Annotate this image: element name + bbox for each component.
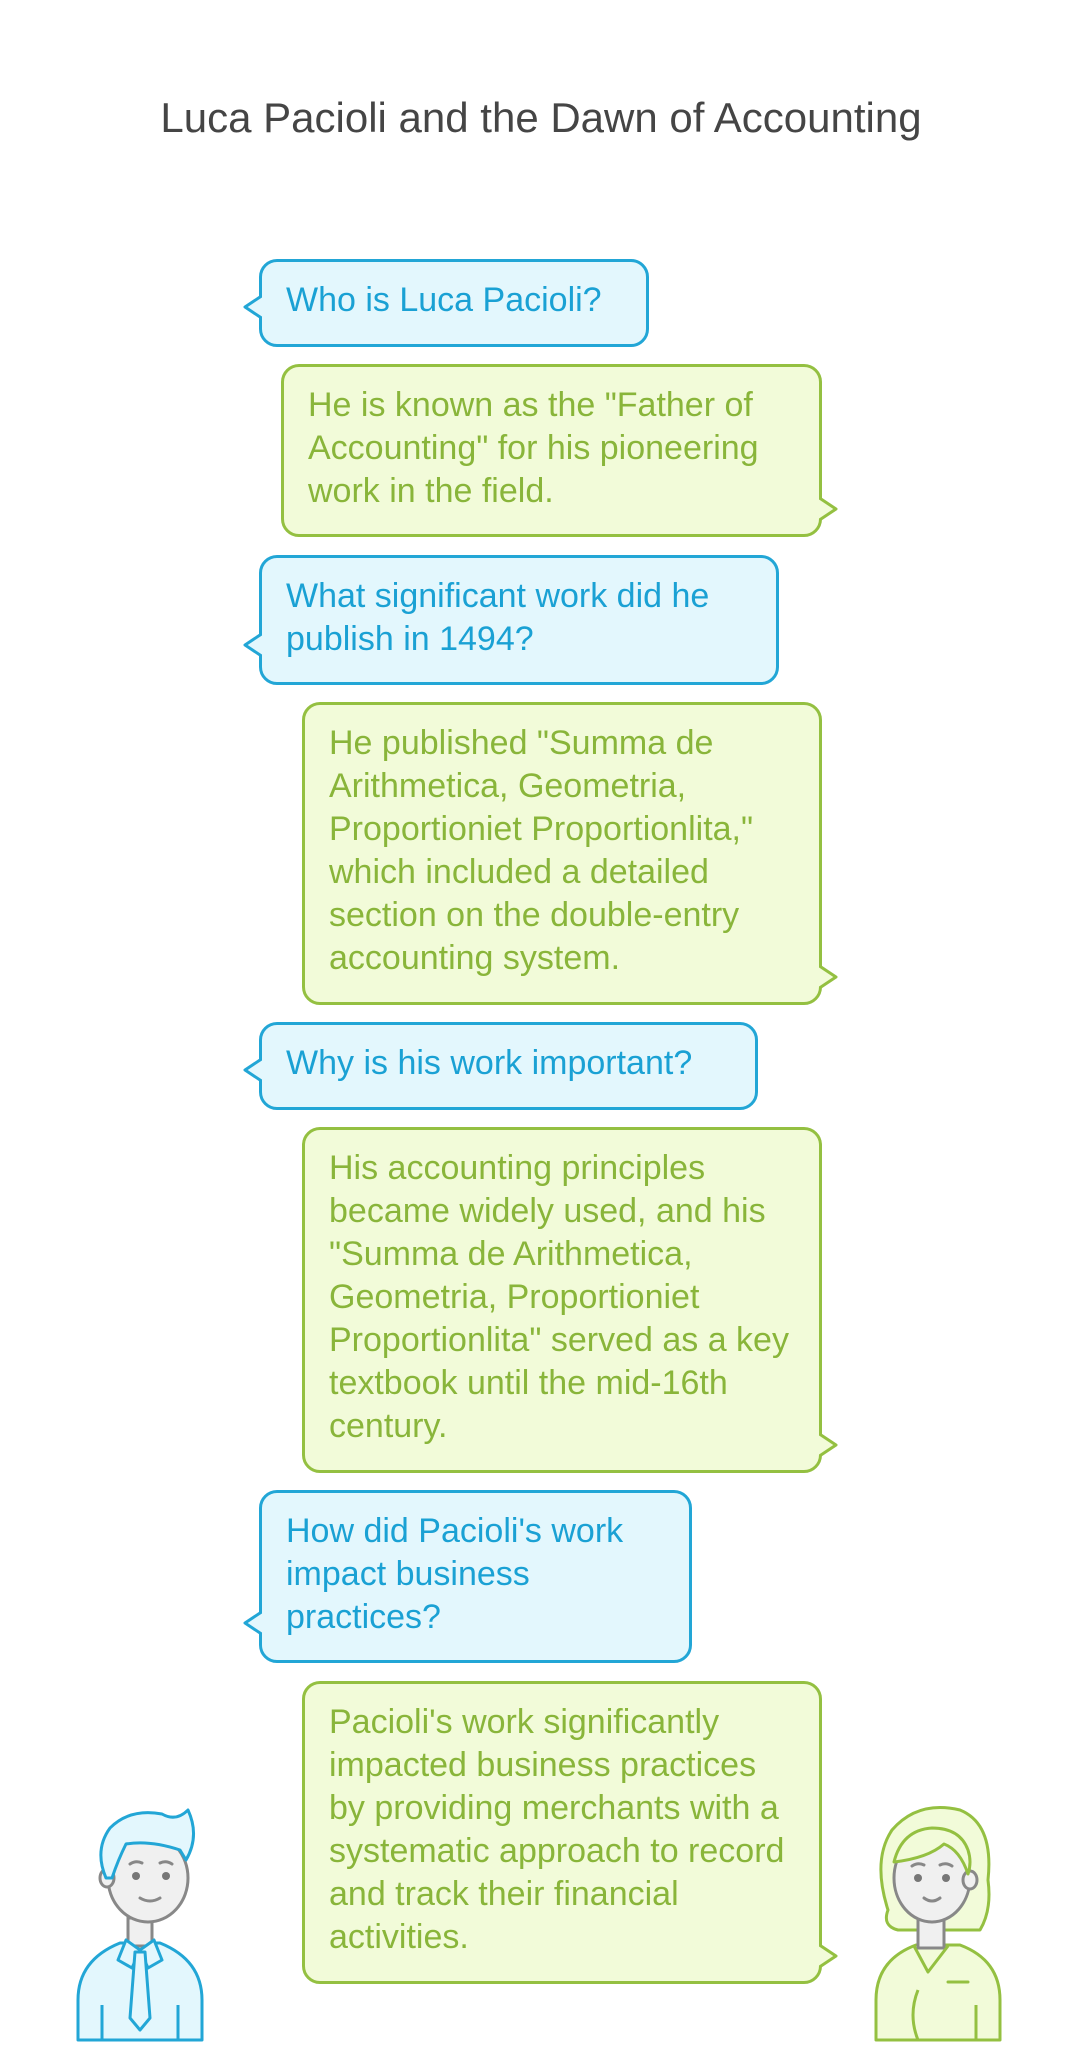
man-avatar-icon [70, 1800, 210, 2045]
bubble-tail-icon [242, 292, 262, 322]
question-bubble-4 [259, 1490, 692, 1663]
bubble-tail-icon [819, 962, 839, 992]
question-text: How did Pacioli's work impact business practices? [286, 1512, 624, 1636]
bubble-tail-icon [242, 1608, 262, 1638]
answer-bubble-2 [302, 702, 822, 1005]
bubble-tail-icon [819, 1941, 839, 1971]
page-title: Luca Pacioli and the Dawn of Accounting [160, 94, 922, 141]
answer-text: He published "Summa de Arithmetica, Geometria, Proportioniet Proportionlita," which included a detailed section on the double-entry accounting system. [329, 724, 754, 977]
woman-avatar-icon [868, 1800, 1008, 2045]
answer-text: He is known as the "Father of Accounting" for his pioneering work in the field. [308, 386, 759, 510]
bubble-tail-icon [819, 494, 839, 524]
bubble-tail-icon [819, 1430, 839, 1460]
answer-text: Pacioli's work significantly impacted business practices by providing merchants with a systematic approach to record and track their financial activities. [329, 1703, 785, 1956]
question-text: What significant work did he publish in 1494? [286, 577, 710, 658]
answer-bubble-3 [302, 1127, 822, 1473]
question-text: Why is his work important? [286, 1044, 693, 1082]
answer-bubble-4 [302, 1681, 822, 1984]
answer-bubble-1 [281, 364, 822, 537]
question-text: Who is Luca Pacioli? [286, 281, 602, 319]
answer-text: His accounting principles became widely used, and his "Summa de Arithmetica, Geometria, Proportioniet Proportionlita" served as a key textbook until the mid-16th century. [329, 1149, 789, 1445]
question-bubble-3 [259, 1022, 758, 1110]
question-bubble-1 [259, 259, 649, 347]
question-bubble-2 [259, 555, 779, 685]
bubble-tail-icon [242, 1055, 262, 1085]
bubble-tail-icon [242, 630, 262, 660]
